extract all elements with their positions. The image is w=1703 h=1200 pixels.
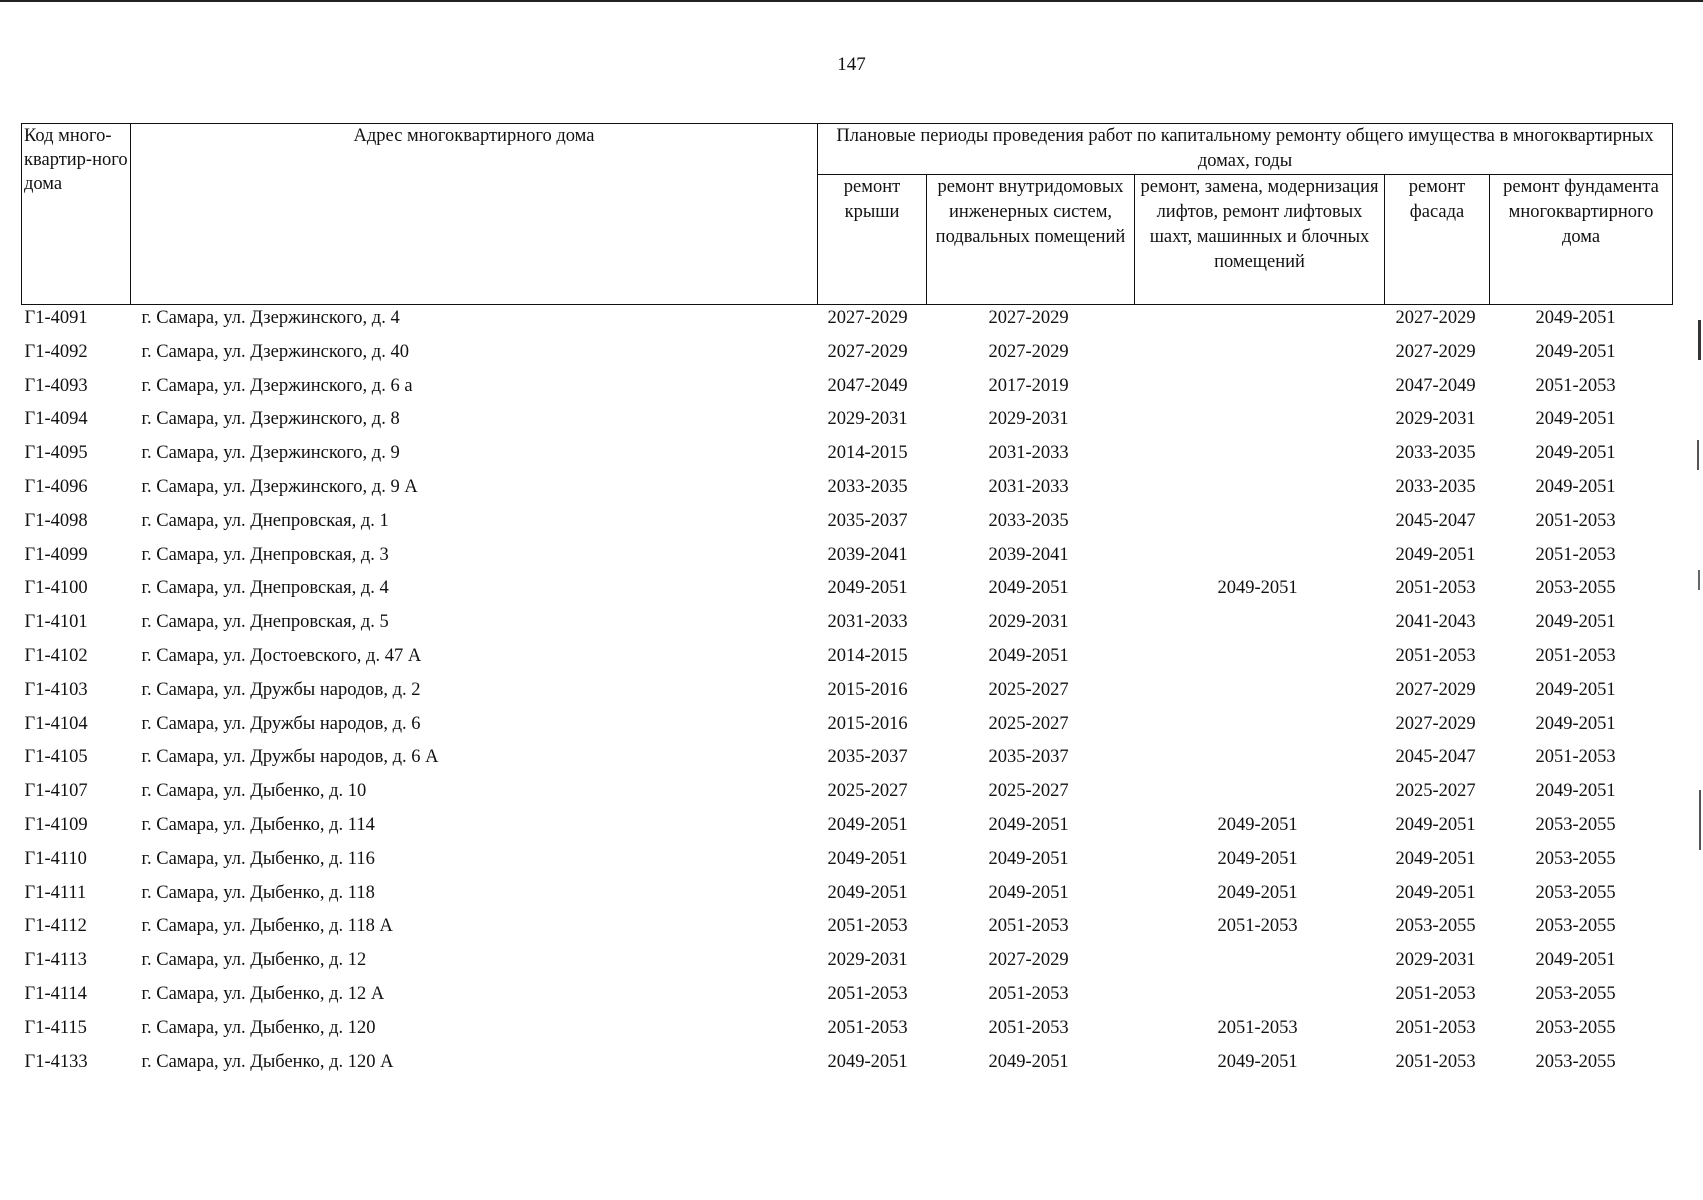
cell-code: Г1-4115 [24,1017,87,1038]
table-row [22,880,1673,914]
cell-address: г. Самара, ул. Дыбенко, д. 120 [141,1017,376,1038]
page-number: 147 [837,54,866,75]
cell-code: Г1-4113 [24,950,87,971]
table-row [22,981,1673,1015]
cell-facade: 2027-2029 [1395,679,1476,700]
cell-lifts [1135,744,1385,778]
header-roof: ремонт крыши [818,175,927,305]
cell-engineering: 2049-2051 [988,814,1069,835]
table-row [22,474,1673,508]
cell-facade: 2051-2053 [1395,1017,1476,1038]
cell-roof: 2015-2016 [827,679,908,700]
cell-address: г. Самара, ул. Дзержинского, д. 9 А [141,476,418,497]
cell-code: Г1-4112 [24,916,87,937]
cell-address: г. Самара, ул. Дзержинского, д. 6 а [141,375,413,396]
cell-roof: 2027-2029 [827,341,908,362]
cell-lifts: 2049-2051 [1217,882,1298,903]
cell-foundation: 2049-2051 [1535,713,1616,734]
table-row [22,305,1673,339]
scan-edge-marks [1689,320,1703,940]
table-row [22,812,1673,846]
cell-facade: 2027-2029 [1395,713,1476,734]
cell-facade: 2049-2051 [1395,544,1476,565]
cell-foundation: 2053-2055 [1535,848,1616,869]
cell-address: г. Самара, ул. Дружбы народов, д. 6 А [141,747,439,768]
cell-address: г. Самара, ул. Днепровская, д. 5 [141,612,389,633]
cell-foundation: 2049-2051 [1535,443,1616,464]
cell-address: г. Самара, ул. Дыбенко, д. 118 А [141,916,393,937]
cell-roof: 2027-2029 [827,308,908,328]
cell-facade: 2025-2027 [1395,781,1476,802]
cell-foundation: 2051-2053 [1535,645,1616,666]
cell-lifts: 2049-2051 [1217,848,1298,869]
cell-facade: 2033-2035 [1395,443,1476,464]
cell-roof: 2031-2033 [827,612,908,633]
cell-facade: 2033-2035 [1395,476,1476,497]
cell-code: Г1-4092 [24,341,88,362]
table-row [22,643,1673,677]
cell-code: Г1-4133 [24,1051,88,1072]
table-row [22,778,1673,812]
cell-lifts [1135,508,1385,542]
cell-roof: 2015-2016 [827,713,908,734]
cell-address: г. Самара, ул. Дыбенко, д. 12 [141,950,367,971]
cell-foundation: 2053-2055 [1535,882,1616,903]
cell-roof: 2029-2031 [827,409,908,430]
table-row [22,339,1673,373]
cell-lifts [1135,643,1385,677]
cell-engineering: 2051-2053 [988,1017,1069,1038]
cell-roof: 2035-2037 [827,510,908,531]
cell-facade: 2027-2029 [1395,341,1476,362]
cell-engineering: 2051-2053 [988,916,1069,937]
cell-engineering: 2049-2051 [988,882,1069,903]
cell-roof: 2051-2053 [827,983,908,1004]
cell-roof: 2033-2035 [827,476,908,497]
cell-facade: 2053-2055 [1395,916,1476,937]
cell-facade: 2051-2053 [1395,578,1476,599]
cell-code: Г1-4102 [24,645,88,666]
cell-lifts [1135,406,1385,440]
cell-lifts: 2049-2051 [1217,814,1298,835]
cell-foundation: 2049-2051 [1535,679,1616,700]
header-periods: Плановые периоды проведения работ по капитальному ремонту общего имущества в многоквартирных домах, годы [818,124,1673,175]
top-border-line [0,0,1703,2]
cell-address: г. Самара, ул. Дзержинского, д. 8 [141,409,400,430]
cell-facade: 2029-2031 [1395,409,1476,430]
cell-roof: 2049-2051 [827,848,908,869]
cell-lifts [1135,947,1385,981]
cell-address: г. Самара, ул. Дыбенко, д. 114 [141,814,375,835]
table-row [22,1015,1673,1049]
cell-code: Г1-4101 [24,612,88,633]
cell-code: Г1-4114 [24,983,87,1004]
cell-address: г. Самара, ул. Днепровская, д. 4 [141,578,389,599]
cell-facade: 2051-2053 [1395,983,1476,1004]
header-engineering: ремонт внутридомовых инженерных систем, подвальных помещений [927,175,1135,305]
table-body [22,305,1673,1083]
cell-lifts [1135,609,1385,643]
cell-engineering: 2033-2035 [988,510,1069,531]
cell-lifts [1135,339,1385,373]
cell-foundation: 2051-2053 [1535,747,1616,768]
cell-lifts [1135,373,1385,407]
table-row [22,440,1673,474]
cell-lifts: 2051-2053 [1217,1017,1298,1038]
cell-foundation: 2049-2051 [1535,950,1616,971]
cell-engineering: 2035-2037 [988,747,1069,768]
cell-facade: 2029-2031 [1395,950,1476,971]
cell-address: г. Самара, ул. Достоевского, д. 47 А [141,645,422,666]
header-foundation: ремонт фундамента многоквартирного дома [1490,175,1673,305]
cell-code: Г1-4098 [24,510,88,531]
cell-facade: 2051-2053 [1395,1051,1476,1072]
cell-code: Г1-4093 [24,375,88,396]
table-row [22,508,1673,542]
cell-foundation: 2053-2055 [1535,983,1616,1004]
cell-address: г. Самара, ул. Дыбенко, д. 116 [141,848,375,869]
cell-address: г. Самара, ул. Дружбы народов, д. 6 [141,713,421,734]
cell-roof: 2051-2053 [827,916,908,937]
cell-lifts [1135,711,1385,745]
cell-address: г. Самара, ул. Днепровская, д. 3 [141,544,389,565]
cell-foundation: 2049-2051 [1535,781,1616,802]
cell-foundation: 2053-2055 [1535,916,1616,937]
cell-code: Г1-4091 [24,308,88,328]
cell-lifts [1135,542,1385,576]
table-row [22,744,1673,778]
cell-foundation: 2051-2053 [1535,375,1616,396]
cell-address: г. Самара, ул. Дыбенко, д. 10 [141,781,367,802]
cell-code: Г1-4094 [24,409,88,430]
cell-foundation: 2049-2051 [1535,341,1616,362]
cell-engineering: 2027-2029 [988,308,1069,328]
cell-engineering: 2027-2029 [988,341,1069,362]
cell-roof: 2049-2051 [827,578,908,599]
cell-lifts [1135,474,1385,508]
cell-facade: 2041-2043 [1395,612,1476,633]
cell-address: г. Самара, ул. Дыбенко, д. 120 А [141,1051,394,1072]
cell-facade: 2045-2047 [1395,747,1476,768]
cell-lifts: 2049-2051 [1217,578,1298,599]
cell-engineering: 2017-2019 [988,375,1069,396]
cell-foundation: 2051-2053 [1535,510,1616,531]
cell-foundation: 2049-2051 [1535,308,1616,328]
cell-engineering: 2025-2027 [988,679,1069,700]
table-row [22,711,1673,745]
cell-code: Г1-4095 [24,443,88,464]
table-row [22,373,1673,407]
cell-engineering: 2049-2051 [988,578,1069,599]
capital-repair-table [21,123,1673,1082]
header-code: Код много-квартир-ного дома [22,124,131,305]
cell-code: Г1-4096 [24,476,88,497]
cell-lifts [1135,778,1385,812]
cell-foundation: 2053-2055 [1535,1051,1616,1072]
cell-engineering: 2051-2053 [988,983,1069,1004]
cell-roof: 2049-2051 [827,814,908,835]
cell-foundation: 2051-2053 [1535,544,1616,565]
cell-code: Г1-4104 [24,713,88,734]
cell-address: г. Самара, ул. Дзержинского, д. 4 [141,308,400,328]
cell-roof: 2047-2049 [827,375,908,396]
cell-code: Г1-4107 [24,781,88,802]
table-row [22,609,1673,643]
cell-facade: 2047-2049 [1395,375,1476,396]
cell-roof: 2039-2041 [827,544,908,565]
cell-address: г. Самара, ул. Дружбы народов, д. 2 [141,679,421,700]
cell-roof: 2049-2051 [827,1051,908,1072]
cell-facade: 2045-2047 [1395,510,1476,531]
header-address: Адрес многоквартирного дома [131,124,818,305]
cell-address: г. Самара, ул. Днепровская, д. 1 [141,510,389,531]
cell-engineering: 2031-2033 [988,476,1069,497]
cell-roof: 2029-2031 [827,950,908,971]
cell-facade: 2049-2051 [1395,882,1476,903]
cell-engineering: 2025-2027 [988,713,1069,734]
cell-foundation: 2049-2051 [1535,612,1616,633]
cell-facade: 2027-2029 [1395,308,1476,328]
cell-foundation: 2053-2055 [1535,1017,1616,1038]
cell-code: Г1-4100 [24,578,88,599]
cell-engineering: 2049-2051 [988,1051,1069,1072]
cell-engineering: 2031-2033 [988,443,1069,464]
cell-address: г. Самара, ул. Дзержинского, д. 40 [141,341,409,362]
table-row [22,406,1673,440]
header-lifts: ремонт, замена, модернизация лифтов, ремонт лифтовых шахт, машинных и блочных помещений [1135,175,1385,305]
cell-lifts [1135,440,1385,474]
cell-address: г. Самара, ул. Дыбенко, д. 12 А [141,983,385,1004]
cell-facade: 2049-2051 [1395,814,1476,835]
cell-engineering: 2029-2031 [988,409,1069,430]
table-row [22,677,1673,711]
cell-engineering: 2025-2027 [988,781,1069,802]
cell-roof: 2025-2027 [827,781,908,802]
cell-foundation: 2053-2055 [1535,814,1616,835]
cell-code: Г1-4110 [24,848,87,869]
table-row [22,947,1673,981]
cell-lifts: 2051-2053 [1217,916,1298,937]
cell-code: Г1-4103 [24,679,88,700]
cell-code: Г1-4099 [24,544,88,565]
table-row [22,1049,1673,1083]
table-row [22,542,1673,576]
cell-code: Г1-4111 [24,882,87,903]
cell-foundation: 2053-2055 [1535,578,1616,599]
cell-engineering: 2029-2031 [988,612,1069,633]
cell-code: Г1-4105 [24,747,88,768]
table-header [22,124,1673,305]
cell-engineering: 2027-2029 [988,950,1069,971]
cell-foundation: 2049-2051 [1535,409,1616,430]
cell-engineering: 2039-2041 [988,544,1069,565]
cell-lifts [1135,305,1385,339]
cell-engineering: 2049-2051 [988,848,1069,869]
cell-roof: 2014-2015 [827,645,908,666]
cell-code: Г1-4109 [24,814,88,835]
cell-lifts [1135,981,1385,1015]
cell-facade: 2051-2053 [1395,645,1476,666]
header-facade: ремонт фасада [1385,175,1490,305]
cell-roof: 2035-2037 [827,747,908,768]
table-row [22,913,1673,947]
cell-facade: 2049-2051 [1395,848,1476,869]
table-row [22,575,1673,609]
cell-lifts [1135,677,1385,711]
cell-roof: 2051-2053 [827,1017,908,1038]
cell-roof: 2014-2015 [827,443,908,464]
cell-lifts: 2049-2051 [1217,1051,1298,1072]
cell-address: г. Самара, ул. Дыбенко, д. 118 [141,882,375,903]
cell-engineering: 2049-2051 [988,645,1069,666]
cell-foundation: 2049-2051 [1535,476,1616,497]
table-row [22,846,1673,880]
cell-address: г. Самара, ул. Дзержинского, д. 9 [141,443,400,464]
cell-roof: 2049-2051 [827,882,908,903]
